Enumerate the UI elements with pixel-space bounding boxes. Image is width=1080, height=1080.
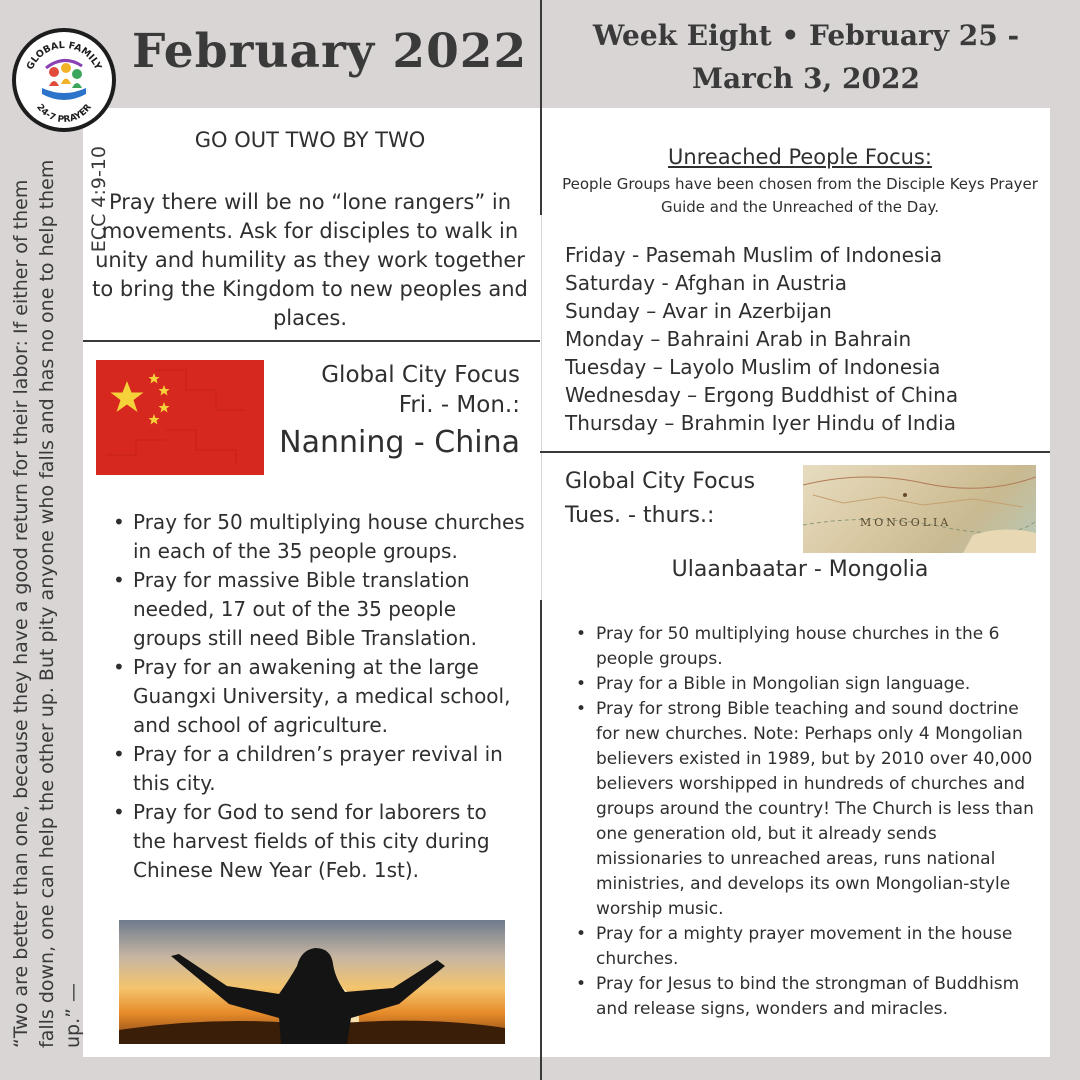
list-item: • Pray for a mighty prayer movement in the house churches.	[596, 922, 1036, 972]
list-item: Saturday - Afghan in Austria	[565, 271, 847, 295]
city-focus-days: Fri. - Mon.:	[398, 392, 520, 418]
list-item: • Pray for massive Bible translation needed, 17 out of the 35 people groups still need Bible Translation.	[133, 566, 525, 653]
center-divider-bottom	[540, 600, 542, 1080]
ulaanbaatar-prayer-list	[596, 622, 1036, 1022]
go-out-title: GO OUT TWO BY TWO	[194, 128, 426, 152]
city-focus-heading: Global City Focus	[565, 469, 756, 494]
logo-text-top: GLOBAL FAMILY	[24, 39, 104, 72]
city-focus-days: Tues. - thurs.:	[565, 503, 715, 528]
global-family-logo	[12, 28, 116, 132]
list-item: • Pray for Jesus to bind the strongman of Buddhism and release signs, wonders and miracles.	[596, 972, 1036, 1022]
side-quote	[8, 138, 110, 1048]
svg-text:24-7 PRAYER	[34, 103, 93, 126]
list-item: • Pray for strong Bible teaching and sound doctrine for new churches. Note: Perhaps only 4 Mongolian believers existed in 1989, but by 2010 over 40,000 believers worshipped in hundreds of churches and groups around the country! The Church is less than one generation old, but it already sends missionaries to unreached areas, runs national ministries, and develops its own Mongolian-style worship music.	[596, 697, 1036, 922]
week-title: Week Eight • February 25 - March 3, 2022	[592, 19, 1020, 95]
right-divider	[540, 451, 1050, 453]
list-item: Friday - Pasemah Muslim of Indonesia	[565, 243, 943, 267]
city-focus-city: Ulaanbaatar - Mongolia	[671, 557, 929, 582]
map-label: MONGOLIA	[860, 516, 952, 529]
quote-reference: ECC 4:9-10	[88, 146, 110, 253]
list-item: • Pray for a Bible in Mongolian sign language.	[596, 672, 1036, 697]
unreached-title: Unreached People Focus:	[668, 145, 932, 169]
list-item: • Pray for a children’s prayer revival in this city.	[133, 740, 525, 798]
city-focus-heading: Global City Focus	[321, 362, 520, 388]
list-item: Wednesday – Ergong Buddhist of China	[565, 383, 959, 407]
list-item: Monday – Bahraini Arab in Bahrain	[565, 327, 912, 351]
city-focus-left	[279, 360, 520, 466]
list-item: • Pray for an awakening at the large Guangxi University, a medical school, and school of agriculture.	[133, 653, 525, 740]
list-item: Tuesday – Layolo Muslim of Indonesia	[565, 355, 941, 379]
list-item: Sunday – Avar in Azerbijan	[565, 299, 832, 323]
quote-text: “Two are better than one, because they have a good return for their labor: If either of them falls down, one can help the other up. But pity anyone who falls and has no one to help them up.” —	[10, 159, 84, 1048]
list-item: • Pray for God to send for laborers to the harvest fields of this city during Chinese New Year (Feb. 1st).	[133, 798, 525, 885]
list-item: Thursday – Brahmin Iyer Hindu of India	[565, 411, 956, 435]
month-title: February 2022	[132, 24, 528, 79]
center-divider-top	[540, 0, 542, 215]
unreached-subtitle: People Groups have been chosen from the Disciple Keys Prayer Guide and the Unreached of the Day.	[562, 175, 1038, 216]
china-flag-image	[96, 360, 264, 475]
mongolia-map-image	[803, 465, 1036, 553]
nanning-prayer-list	[133, 508, 525, 885]
unreached-days-list	[565, 241, 1045, 437]
city-focus-right	[565, 465, 755, 533]
list-item: • Pray for 50 multiplying house churches in the 6 people groups.	[596, 622, 1036, 672]
city-focus-city: Nanning - China	[279, 425, 520, 460]
go-out-body: Pray there will be no “lone rangers” in movements. Ask for disciples to walk in unity and humility as they work together to bring the Kingdom to new peoples and places.	[92, 190, 528, 330]
logo-text-bottom: 24-7 PRAYER	[34, 102, 94, 126]
list-item: • Pray for 50 multiplying house churches in each of the 35 people groups.	[133, 508, 525, 566]
praying-silhouette-image	[119, 920, 505, 1044]
left-divider	[83, 340, 540, 342]
